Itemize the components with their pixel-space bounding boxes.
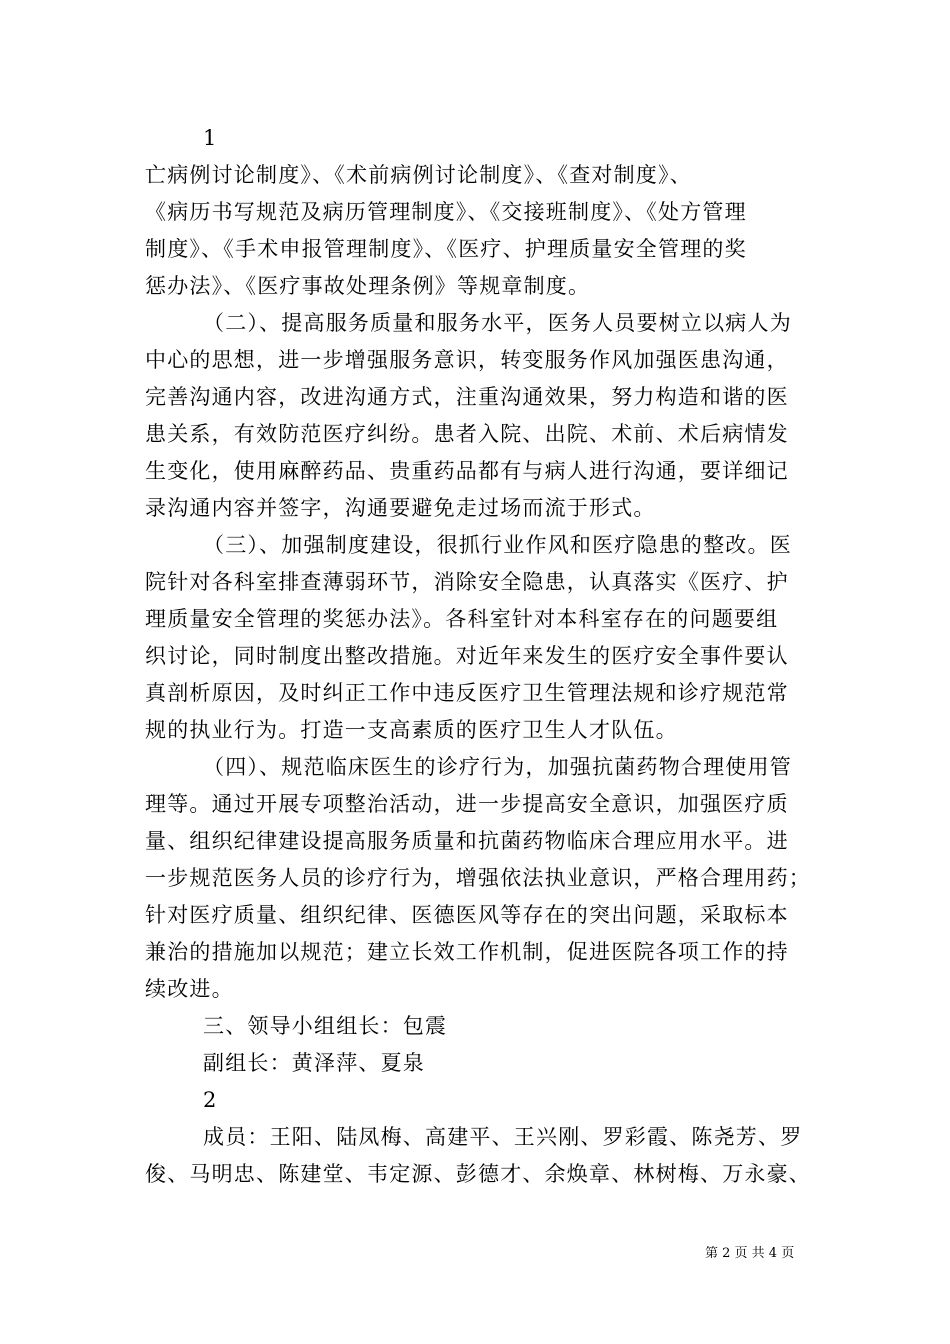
deputy-line: 副组长：黄泽萍、夏泉	[203, 1051, 425, 1075]
text-line: 规的执业行为。打造一支高素质的医疗卫生人才队伍。	[145, 718, 678, 742]
text-line: 惩办法》、《医疗事故处理条例》等规章制度。	[145, 274, 591, 298]
page-footer: 第 2 页 共 4 页	[705, 1246, 795, 1261]
text-line: 录沟通内容并签字，沟通要避免走过场而流于形式。	[145, 496, 656, 520]
text-line: 量、组织纪律建设提高服务质量和抗菌药物临床合理应用水平。进	[145, 829, 789, 853]
document-body	[145, 120, 815, 1193]
paragraph-service-quality	[145, 305, 815, 527]
text-line: 《病历书写规范及病历管理制度》、《交接班制度》、《处方管理	[145, 200, 747, 224]
text-line: 院针对各科室排查薄弱环节，消除安全隐患，认真落实《医疗、护	[145, 570, 789, 594]
text-line: 中心的思想，进一步增强服务意识，转变服务作风加强医患沟通，	[145, 348, 789, 372]
text-line: 理等。通过开展专项整治活动，进一步提高安全意识，加强医疗质	[145, 792, 789, 816]
paragraph-members	[145, 1119, 815, 1193]
text-line: 一步规范医务人员的诊疗行为，增强依法执业意识，严格合理用药；	[145, 866, 811, 890]
text-line: 俊、马明忠、陈建堂、韦定源、彭德才、余焕章、林树梅、万永豪、	[145, 1162, 811, 1186]
text-line: 针对医疗质量、组织纪律、医德医风等存在的突出问题，采取标本	[145, 903, 789, 927]
text-line: 兼治的措施加以规范；建立长效工作机制，促进医院各项工作的持	[145, 940, 789, 964]
text-line: 制度》、《手术申报管理制度》、《医疗、护理质量安全管理的奖	[145, 237, 747, 261]
text-line: 患关系，有效防范医疗纠纷。患者入院、出院、术前、术后病情发	[145, 422, 789, 446]
text-line: （二）、提高服务质量和服务水平，医务人员要树立以病人为	[203, 311, 792, 335]
page-number-marker-1: 1	[203, 126, 218, 150]
text-line: （四）、规范临床医生的诊疗行为，加强抗菌药物合理使用管	[203, 755, 792, 779]
text-line: 成员：王阳、陆凤梅、高建平、王兴刚、罗彩霞、陈尧芳、罗	[203, 1125, 803, 1149]
text-line: 完善沟通内容，改进沟通方式，注重沟通效果，努力构造和谐的医	[145, 385, 789, 409]
paragraph-regulations	[145, 157, 815, 305]
text-line: 理质量安全管理的奖惩办法》。各科室针对本科室存在的问题要组	[145, 607, 779, 631]
text-line: 亡病例讨论制度》、《术前病例讨论制度》、《查对制度》、	[145, 163, 692, 187]
paragraph-clinical-conduct	[145, 749, 815, 1008]
text-line: 生变化，使用麻醉药品、贵重药品都有与病人进行沟通，要详细记	[145, 459, 789, 483]
text-line: 续改进。	[145, 977, 234, 1001]
text-line: 真剖析原因，及时纠正工作中违反医疗卫生管理法规和诊疗规范常	[145, 681, 789, 705]
page-number-marker-2: 2	[203, 1088, 218, 1112]
paragraph-system-building	[145, 527, 815, 749]
text-line: 织讨论，同时制度出整改措施。对近年来发生的医疗安全事件要认	[145, 644, 789, 668]
text-line: （三）、加强制度建设，很抓行业作风和医疗隐患的整改。医	[203, 533, 792, 557]
leader-line: 三、领导小组组长：包震	[203, 1014, 448, 1038]
